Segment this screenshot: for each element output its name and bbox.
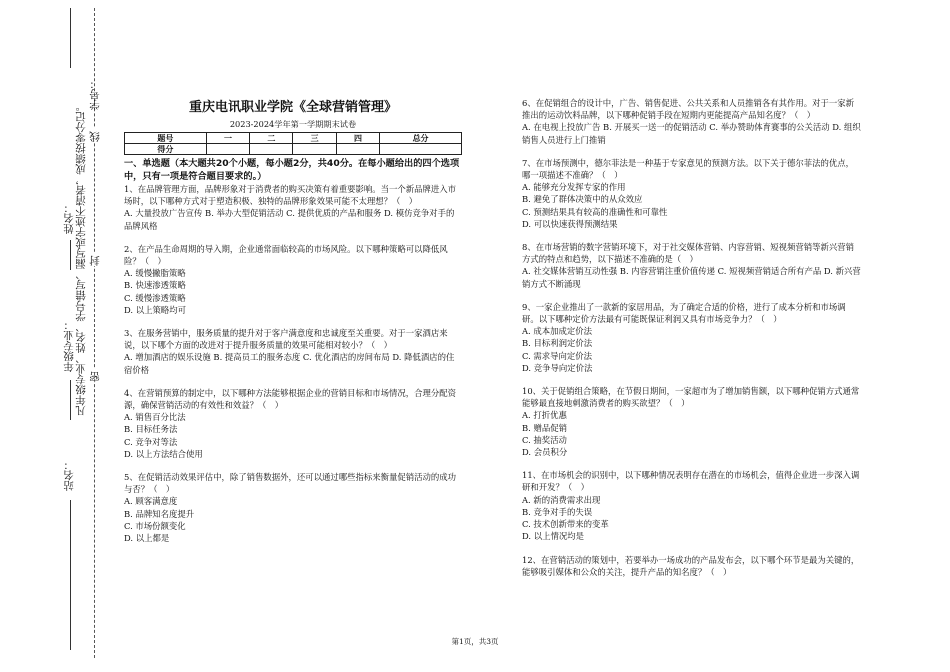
option-b[interactable]: B. 目标任务法 bbox=[124, 424, 178, 435]
score-cell: 四 bbox=[336, 133, 379, 144]
option-a[interactable]: A. 新的消费需求出现 bbox=[522, 494, 601, 505]
option-d[interactable]: D. 以上情况均是 bbox=[522, 531, 584, 542]
option-c[interactable]: C. 缓慢渗透策略 bbox=[124, 292, 186, 303]
option-d[interactable]: D. 以上方法结合使用 bbox=[124, 448, 203, 459]
score-input-cell[interactable] bbox=[206, 144, 249, 155]
seal-mark-secret: 密 bbox=[90, 368, 101, 382]
school-field[interactable] bbox=[70, 500, 71, 650]
name-field[interactable] bbox=[70, 240, 71, 270]
question-12 bbox=[522, 554, 862, 578]
question-4 bbox=[124, 387, 462, 460]
exam-subtitle: 2023-2024学年第一学期期末试卷 bbox=[229, 119, 357, 129]
option-a[interactable]: A. 缓慢撇脂策略 bbox=[124, 268, 186, 279]
option-a[interactable]: A. 顾客满意度 bbox=[124, 496, 178, 507]
question-5 bbox=[124, 471, 462, 544]
score-table bbox=[124, 132, 462, 155]
question-8 bbox=[522, 241, 862, 290]
question-7 bbox=[522, 157, 862, 230]
exam-title: 重庆电讯职业学院《全球营销管理》 bbox=[188, 100, 397, 115]
option-b[interactable]: B. 品牌知名度提升 bbox=[124, 508, 195, 519]
score-input-cell[interactable] bbox=[250, 144, 293, 155]
score-cell: 总分 bbox=[380, 133, 462, 144]
option-a[interactable]: A. 打折优惠 bbox=[522, 410, 567, 421]
question-stem: 1、在品牌管理方面，品牌形象对于消费者的购买决策有着重要影响。当一个新品牌进入市场时，以下哪种方式对于塑造积极、独特的品牌形象效果可能不太理想？（ ） bbox=[124, 184, 456, 207]
score-input-cell[interactable] bbox=[293, 144, 336, 155]
page-footer: 第1页，共3页 bbox=[451, 637, 499, 646]
class-field[interactable] bbox=[70, 380, 71, 420]
question-options[interactable]: A. 在电视上投放广告 B. 开展买一送一的促销活动 C. 举办赞助体育赛事的公关活动 D. 组织销售人员进行上门推销 bbox=[522, 122, 861, 145]
school-label: 站名： bbox=[63, 459, 75, 491]
question-11 bbox=[522, 469, 862, 542]
question-10 bbox=[522, 385, 862, 458]
question-stem: 11、在市场机会的识别中，以下哪种情况表明存在潜在的市场机会，值得企业进一步深入调研和开发？（ ） bbox=[522, 470, 860, 493]
question-stem: 4、在营销预算的制定中，以下哪种方法能够根据企业的营销目标和市场情况，合理分配资源，确保营销活动的有效性和效益？（ ） bbox=[124, 387, 456, 411]
score-table-header bbox=[125, 133, 462, 144]
question-stem: 3、在服务营销中，服务质量的提升对于客户满意度和忠诚度至关重要。对于一家酒店来说，以下哪个方面的改进对于提升服务质量的效果可能相对较小？（ ） bbox=[124, 328, 448, 351]
option-b[interactable]: B. 竞争对手的失误 bbox=[522, 506, 593, 517]
option-c[interactable]: C. 竞争对等法 bbox=[124, 436, 178, 447]
score-table-row bbox=[125, 144, 462, 155]
option-d[interactable]: D. 竞争导向定价法 bbox=[522, 362, 593, 373]
option-a[interactable]: A. 销售百分比法 bbox=[124, 412, 186, 423]
option-c[interactable]: C. 需求导向定价法 bbox=[522, 350, 593, 361]
question-stem: 10、关于促销组合策略，在节假日期间，一家超市为了增加销售额，以下哪种促销方式通常能够最直接地刺激消费者的购买欲望？（ ） bbox=[522, 386, 860, 409]
option-d[interactable]: D. 可以快速获得预测结果 bbox=[522, 218, 618, 229]
seal-mark-line: 线 bbox=[90, 128, 101, 142]
question-9 bbox=[522, 301, 862, 374]
question-1 bbox=[124, 183, 462, 232]
score-input-cell[interactable] bbox=[336, 144, 379, 155]
question-stem: 5、在促销活动效果评估中，除了销售数据外，还可以通过哪些指标来衡量促销活动的成功与否？（ ） bbox=[124, 472, 456, 495]
question-stem: 2、在产品生命周期的导入期，企业通常面临较高的市场风险。以下哪种策略可以降低风险？（ ） bbox=[124, 243, 448, 267]
option-a[interactable]: A. 成本加成定价法 bbox=[522, 326, 592, 337]
question-2 bbox=[124, 243, 462, 316]
question-options[interactable]: A. 社交媒体营销互动性强 B. 内容营销注重价值传递 C. 短视频营销适合所有产品 D. 新兴营销方式不断涌现 bbox=[522, 266, 861, 289]
student-id-field[interactable] bbox=[70, 8, 71, 68]
class-label: 年级专业： bbox=[63, 319, 75, 372]
option-c[interactable]: C. 技术创新带来的变革 bbox=[522, 519, 609, 530]
question-stem: 9、一家企业推出了一款新的家居用品，为了确定合适的价格，进行了成本分析和市场调研。以下哪种定价方法最有可能既保证利润又具有市场竞争力？（ ） bbox=[522, 301, 846, 325]
option-c[interactable]: C. 抽奖活动 bbox=[522, 434, 567, 445]
question-list-left bbox=[124, 183, 462, 544]
option-c[interactable]: C. 市场份额变化 bbox=[124, 520, 186, 531]
option-b[interactable]: B. 目标利润定价法 bbox=[522, 338, 593, 349]
score-cell: 二 bbox=[250, 133, 293, 144]
left-column bbox=[124, 100, 462, 544]
question-options[interactable]: A. 增加酒店的娱乐设施 B. 提高员工的服务态度 C. 优化酒店的房间布局 D. 降低酒店的住宿价格 bbox=[124, 352, 455, 375]
score-cell: 一 bbox=[206, 133, 249, 144]
question-options[interactable]: A. 大量投放广告宣传 B. 举办大型促销活动 C. 提供优质的产品和服务 D. 模仿竞争对手的品牌风格 bbox=[124, 208, 455, 231]
option-a[interactable]: A. 能够充分发挥专家的作用 bbox=[522, 182, 626, 193]
score-input-cell[interactable] bbox=[380, 144, 462, 155]
question-stem: 12、在营销活动的策划中，若要举办一场成功的产品发布会，以下哪个环节是最为关键的，能够吸引媒体和公众的关注，提升产品的知名度？（ ） bbox=[522, 554, 860, 577]
option-b[interactable]: B. 避免了群体决策中的从众效应 bbox=[522, 194, 643, 205]
option-b[interactable]: B. 快速渗透策略 bbox=[124, 280, 186, 291]
question-6 bbox=[522, 97, 862, 146]
score-cell: 三 bbox=[293, 133, 336, 144]
option-b[interactable]: B. 赠品促销 bbox=[522, 422, 567, 433]
question-3 bbox=[124, 327, 462, 376]
option-d[interactable]: D. 以上策略均可 bbox=[124, 304, 186, 315]
name-label: 姓名： bbox=[63, 202, 75, 234]
binding-margin bbox=[0, 0, 110, 672]
section-heading: 一、单选题（本大题共20个小题，每小题2分，共40分。在每小题给出的四个选项中，只有一项是符合题目要求的。） bbox=[124, 158, 460, 182]
option-d[interactable]: D. 以上都是 bbox=[124, 533, 170, 544]
option-d[interactable]: D. 会员积分 bbox=[522, 447, 568, 458]
score-cell: 得分 bbox=[125, 144, 207, 155]
right-column bbox=[522, 97, 862, 578]
question-stem: 6、在促销组合的设计中，广告、销售促进、公共关系和人员推销各有其作用。对于一家新推出的运动饮料品牌，以下哪种促销手段在短期内更能提高产品知名度？（ ） bbox=[522, 98, 854, 121]
seal-mark-seal: 封 bbox=[90, 252, 101, 266]
option-c[interactable]: C. 预测结果具有较高的准确性和可靠性 bbox=[522, 206, 668, 217]
student-id-label: 学号： bbox=[89, 78, 101, 110]
question-stem: 7、在市场预测中，德尔菲法是一种基于专家意见的预测方法。以下关于德尔菲法的优点，哪一项描述不准确？（ ） bbox=[522, 157, 854, 181]
margin-notice: 凡年级专业、姓名、学号错写、漏写或字迹不清者，成绩按零分记。 bbox=[75, 101, 87, 416]
score-cell: 题号 bbox=[125, 133, 207, 144]
question-stem: 8、在市场营销的数字营销环境下，对于社交媒体营销、内容营销、短视频营销等新兴营销方式的特点和趋势，以下描述不准确的是（ ） bbox=[522, 242, 854, 265]
